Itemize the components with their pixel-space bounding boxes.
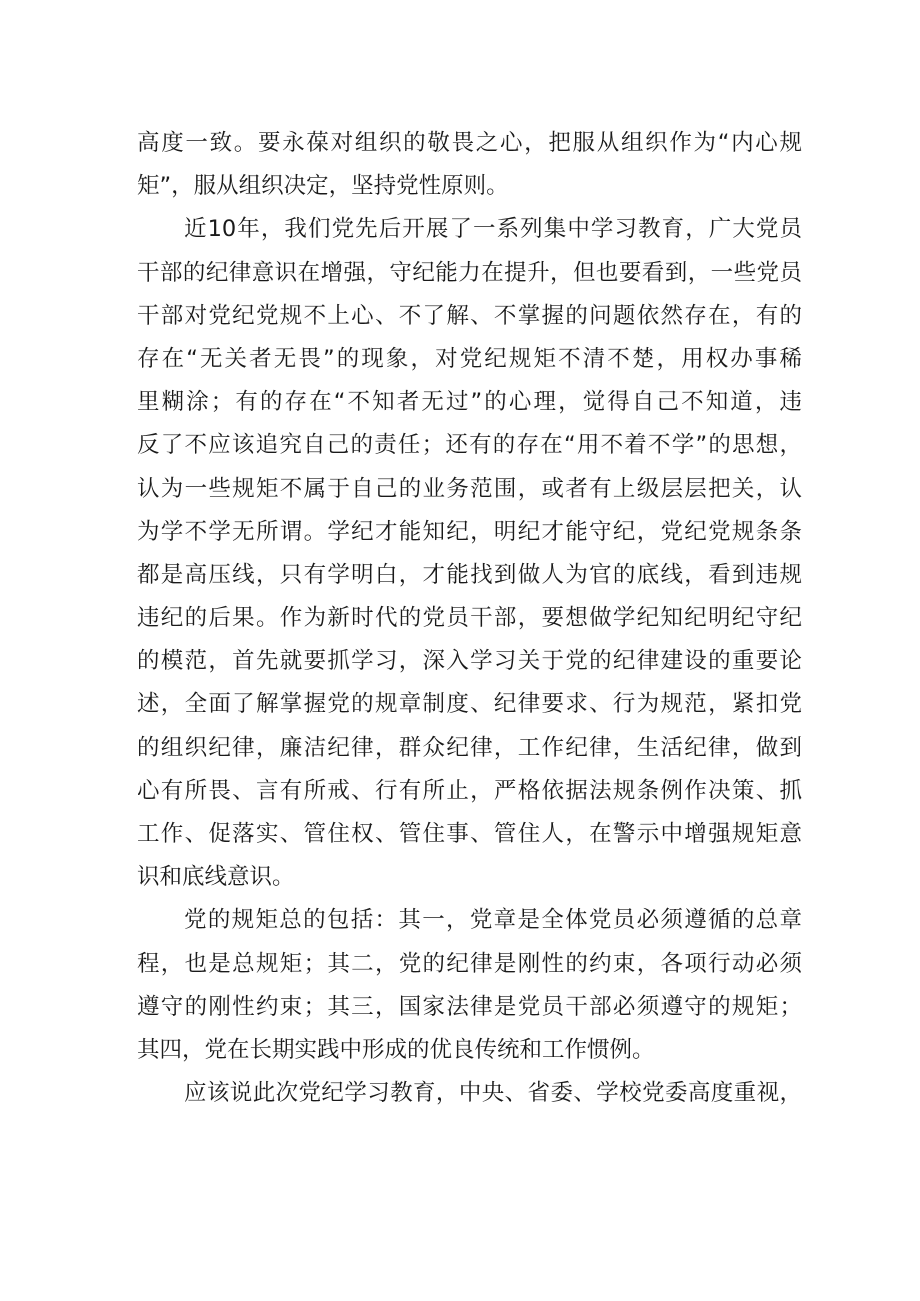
paragraph-2 (137, 208, 802, 899)
text-line: 为学不学无所谓。学纪才能知纪，明纪才能守纪，党纪党规条条 (137, 518, 802, 545)
paragraph-4 (137, 1072, 802, 1115)
paragraph-3 (137, 899, 802, 1072)
text-line: 其四，党在长期实践中形成的优良传统和工作惯例。 (137, 1036, 655, 1063)
text-line: 遵守的刚性约束；其三，国家法律是党员干部必须遵守的规矩； (137, 993, 802, 1020)
text-line: 应该说此次党纪学习教育，中央、省委、学校党委高度重视， (184, 1080, 802, 1107)
text-line: 的组织纪律，廉洁纪律，群众纪律，工作纪律，生活纪律，做到 (137, 734, 802, 761)
text-line: 干部对党纪党规不上心、不了解、不掌握的问题依然存在，有的 (137, 302, 802, 329)
body-text (137, 122, 802, 1115)
text-line: 程，也是总规矩；其二，党的纪律是刚性的约束，各项行动必须 (137, 950, 802, 977)
text-line: 反了不应该追究自己的责任；还有的存在“用不着不学”的思想， (137, 432, 802, 459)
text-line: 党的规矩总的包括：其一，党章是全体党员必须遵循的总章 (184, 907, 802, 934)
text-line: 矩”，服从组织决定，坚持党性原则。 (137, 173, 509, 200)
text-line: 近10年，我们党先后开展了一系列集中学习教育，广大党员 (184, 216, 802, 243)
text-line: 存在“无关者无畏”的现象，对党纪规矩不清不楚，用权办事稀 (137, 345, 802, 372)
text-line: 里糊涂；有的存在“不知者无过”的心理，觉得自己不知道，违 (137, 389, 802, 416)
text-line: 干部的纪律意识在增强，守纪能力在提升，但也要看到，一些党员 (137, 259, 802, 286)
text-line: 的模范，首先就要抓学习，深入学习关于党的纪律建设的重要论 (137, 648, 802, 675)
text-line: 心有所畏、言有所戒、行有所止，严格依据法规条例作决策、抓 (137, 777, 802, 804)
text-line: 述，全面了解掌握党的规章制度、纪律要求、行为规范，紧扣党 (137, 691, 802, 718)
text-line: 认为一些规矩不属于自己的业务范围，或者有上级层层把关，认 (137, 475, 802, 502)
text-line: 违纪的后果。作为新时代的党员干部，要想做学纪知纪明纪守纪 (137, 605, 802, 632)
text-line: 高度一致。要永葆对组织的敬畏之心，把服从组织作为“内心规 (137, 130, 802, 156)
paragraph-1 (137, 122, 802, 208)
text-line: 工作、促落实、管住权、管住事、管住人，在警示中增强规矩意 (137, 821, 802, 847)
text-line: 都是高压线，只有学明白，才能找到做人为官的底线，看到违规 (137, 561, 802, 588)
text-line: 识和底线意识。 (137, 864, 295, 891)
